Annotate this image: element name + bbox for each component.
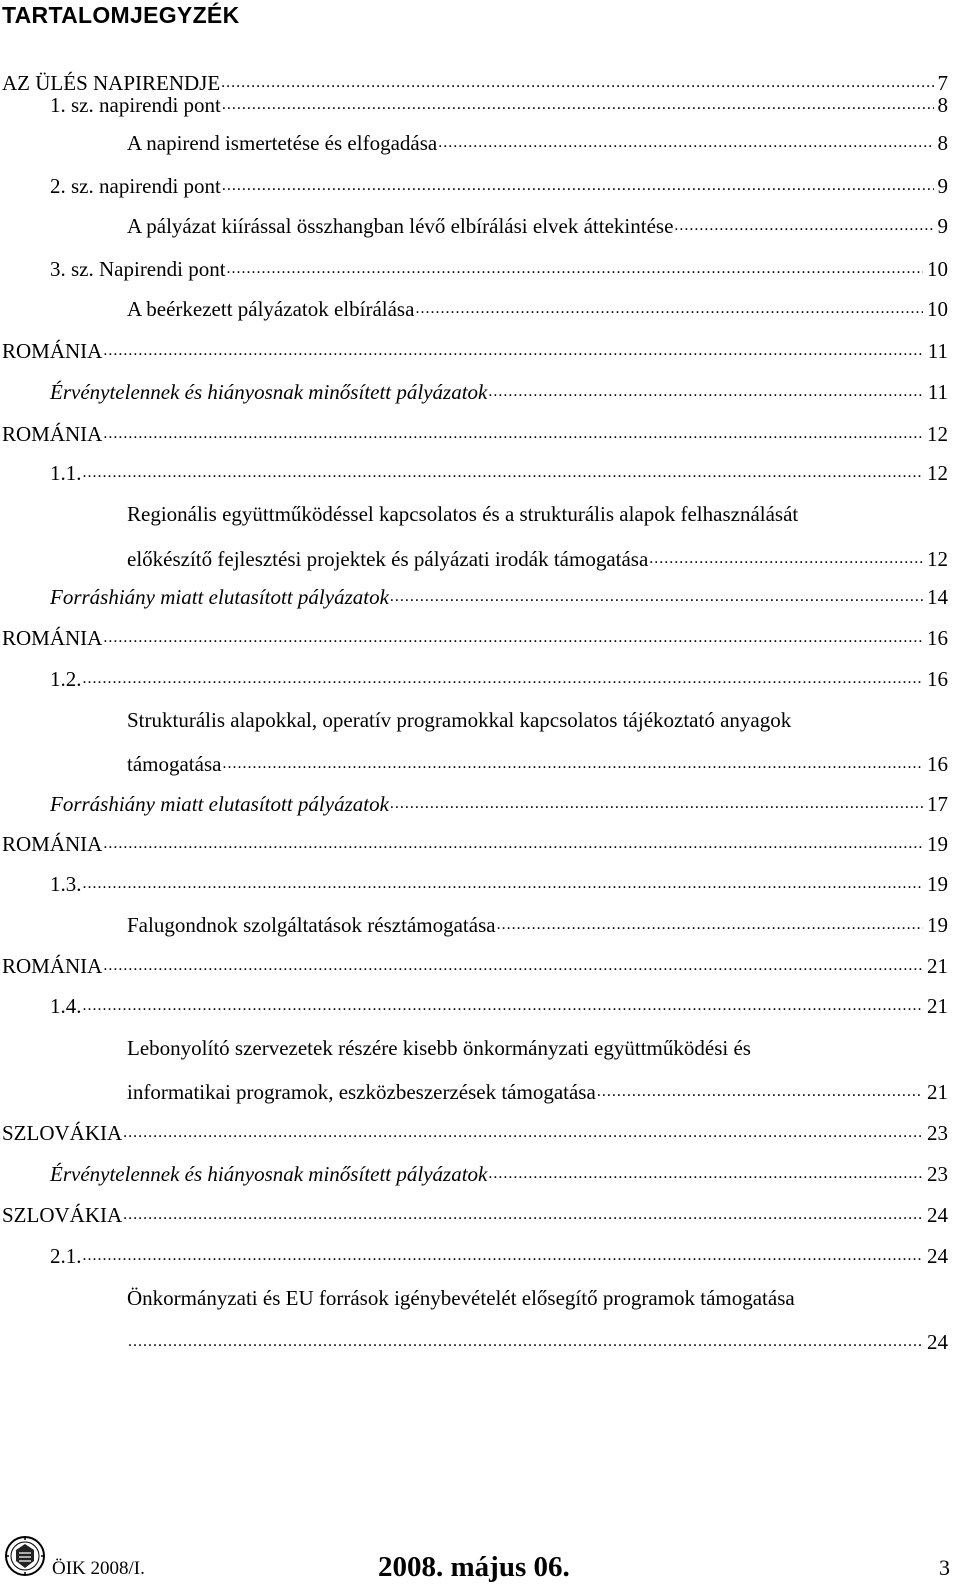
toc-entry-text: Falugondnok szolgáltatások résztámogatása xyxy=(127,913,496,937)
toc-entry[interactable] xyxy=(127,545,948,573)
toc-entry[interactable] xyxy=(50,172,948,200)
toc-entry-text: 3. sz. Napirendi pont xyxy=(50,257,226,281)
dot-leader xyxy=(123,1119,923,1147)
dot-leader xyxy=(83,459,924,487)
toc-entry[interactable] xyxy=(50,870,948,898)
toc-entry-text: 1.2. xyxy=(50,667,82,691)
toc-entry-text: AZ ÜLÉS NAPIRENDJE xyxy=(2,71,221,95)
toc-page-number: 19 xyxy=(927,913,948,937)
dot-leader xyxy=(83,665,924,693)
toc-entry-text: ROMÁNIA xyxy=(2,422,103,446)
toc-entry-text: ROMÁNIA xyxy=(2,954,103,978)
toc-page-number: 11 xyxy=(927,380,948,404)
toc-entry[interactable] xyxy=(127,212,948,240)
dot-leader xyxy=(128,1328,923,1356)
toc-entry[interactable] xyxy=(2,624,948,652)
toc-entry-text: Érvénytelennek és hiányosnak minősített pályázatok xyxy=(50,1162,488,1186)
dot-leader xyxy=(123,1201,923,1229)
toc-page-number: 16 xyxy=(927,667,948,691)
toc-entry-text: Érvénytelennek és hiányosnak minősített pályázatok xyxy=(50,380,488,404)
toc-entry[interactable] xyxy=(2,952,948,980)
toc-entry-text-line: Regionális együttműködéssel kapcsolatos és a strukturális alapok felhasználását xyxy=(127,502,799,526)
toc-page-number: 9 xyxy=(937,174,948,198)
toc-entry[interactable] xyxy=(127,129,948,157)
dot-leader xyxy=(597,1078,923,1106)
toc-entry-text: ROMÁNIA xyxy=(2,626,103,650)
toc-entry-text: ROMÁNIA xyxy=(2,832,103,856)
toc-page-number: 8 xyxy=(937,93,948,117)
toc-entry-text: 1.3. xyxy=(50,872,82,896)
dot-leader xyxy=(83,1242,924,1270)
toc-page-number: 9 xyxy=(937,214,948,238)
toc-entry[interactable] xyxy=(50,1242,948,1270)
toc-entry-text: 1. sz. napirendi pont xyxy=(50,93,221,117)
toc-page-number: 24 xyxy=(927,1330,948,1354)
toc-entry-text-line: Önkormányzati és EU források igénybevételét elősegítő programok támogatása xyxy=(127,1286,795,1310)
toc-page-number: 21 xyxy=(927,994,948,1018)
toc-entry-text: informatikai programok, eszközbeszerzések támogatása xyxy=(127,1080,596,1104)
seal-logo-icon xyxy=(4,1535,46,1577)
toc-entry-text: Forráshiány miatt elutasított pályázatok xyxy=(50,792,389,816)
toc-page-number: 7 xyxy=(937,71,948,95)
toc-page-number: 24 xyxy=(927,1203,948,1227)
toc-entry[interactable] xyxy=(2,1119,948,1147)
toc-page-number: 11 xyxy=(927,339,948,363)
toc-entry-text: előkészítő fejlesztési projektek és pályázati irodák támogatása xyxy=(127,547,649,571)
dot-leader xyxy=(227,255,923,283)
toc-page-number: 21 xyxy=(927,954,948,978)
toc-entry[interactable] xyxy=(50,91,948,119)
toc-page-number: 23 xyxy=(927,1121,948,1145)
toc-title: TARTALOMJEGYZÉK xyxy=(2,2,240,28)
toc-page-number: 21 xyxy=(927,1080,948,1104)
toc-entry[interactable] xyxy=(50,255,948,283)
dot-leader xyxy=(649,545,923,573)
dot-leader xyxy=(438,129,933,157)
toc-page-number: 12 xyxy=(927,547,948,571)
toc-entry[interactable] xyxy=(127,911,948,939)
toc-entry[interactable] xyxy=(50,992,948,1020)
toc-entry[interactable] xyxy=(127,295,948,323)
toc-entry[interactable] xyxy=(127,750,948,778)
dot-leader xyxy=(103,420,923,448)
dot-leader xyxy=(674,212,933,240)
toc-entry[interactable] xyxy=(50,583,948,611)
toc-entry[interactable] xyxy=(50,1160,948,1188)
toc-page-number: 10 xyxy=(927,257,948,281)
toc-entry-text: A pályázat kiírással összhangban lévő elbírálási elvek áttekintése xyxy=(127,214,674,238)
dot-leader xyxy=(390,583,923,611)
toc-entry[interactable] xyxy=(127,1078,948,1106)
toc-entry[interactable] xyxy=(50,665,948,693)
dot-leader xyxy=(83,870,924,898)
toc-entry[interactable] xyxy=(127,1328,948,1356)
toc-entry-text: SZLOVÁKIA xyxy=(2,1121,123,1145)
dot-leader xyxy=(497,911,923,939)
dot-leader xyxy=(83,992,924,1020)
toc-page-number: 12 xyxy=(927,422,948,446)
toc-page-number: 17 xyxy=(927,792,948,816)
toc-entry-text: 1.1. xyxy=(50,461,82,485)
dot-leader xyxy=(103,830,923,858)
dot-leader xyxy=(415,295,923,323)
toc-page-number: 16 xyxy=(927,752,948,776)
dot-leader xyxy=(103,952,923,980)
dot-leader xyxy=(103,337,923,365)
footer-page-number: 3 xyxy=(939,1555,950,1580)
toc-page-number: 8 xyxy=(937,131,948,155)
toc-entry-text: Forráshiány miatt elutasított pályázatok xyxy=(50,585,389,609)
dot-leader xyxy=(222,750,923,778)
toc-entry[interactable] xyxy=(50,790,948,818)
toc-entry-text: 2.1. xyxy=(50,1244,82,1268)
toc-page-number: 12 xyxy=(927,461,948,485)
toc-entry-text: 2. sz. napirendi pont xyxy=(50,174,221,198)
footer-document-id: ÖIK 2008/I. xyxy=(52,1558,145,1579)
dot-leader xyxy=(488,378,923,406)
toc-page-number: 10 xyxy=(927,297,948,321)
toc-entry[interactable] xyxy=(2,420,948,448)
toc-entry[interactable] xyxy=(50,378,948,406)
footer-date: 2008. május 06. xyxy=(378,1551,570,1583)
toc-entry[interactable] xyxy=(2,830,948,858)
dot-leader xyxy=(222,91,934,119)
toc-entry[interactable] xyxy=(2,1201,948,1229)
toc-entry-text: ROMÁNIA xyxy=(2,339,103,363)
toc-page-number: 19 xyxy=(927,832,948,856)
toc-entry-text-line: Strukturális alapokkal, operatív programokkal kapcsolatos tájékoztató anyagok xyxy=(127,708,792,732)
toc-entry-text: A beérkezett pályázatok elbírálása xyxy=(127,297,415,321)
dot-leader xyxy=(390,790,923,818)
toc-page-number: 14 xyxy=(927,585,948,609)
toc-page-number: 16 xyxy=(927,626,948,650)
toc-entry[interactable] xyxy=(50,459,948,487)
dot-leader xyxy=(488,1160,923,1188)
toc-page-number: 23 xyxy=(927,1162,948,1186)
toc-page-number: 24 xyxy=(927,1244,948,1268)
toc-entry[interactable] xyxy=(2,337,948,365)
toc-entry-text: SZLOVÁKIA xyxy=(2,1203,123,1227)
toc-entry-text: 1.4. xyxy=(50,994,82,1018)
toc-entry-text: támogatása xyxy=(127,752,222,776)
toc-page-number: 19 xyxy=(927,872,948,896)
dot-leader xyxy=(103,624,923,652)
toc-entry-text: A napirend ismertetése és elfogadása xyxy=(127,131,438,155)
toc-entry-text-line: Lebonyolító szervezetek részére kisebb önkormányzati együttműködési és xyxy=(127,1036,751,1060)
dot-leader xyxy=(222,172,934,200)
